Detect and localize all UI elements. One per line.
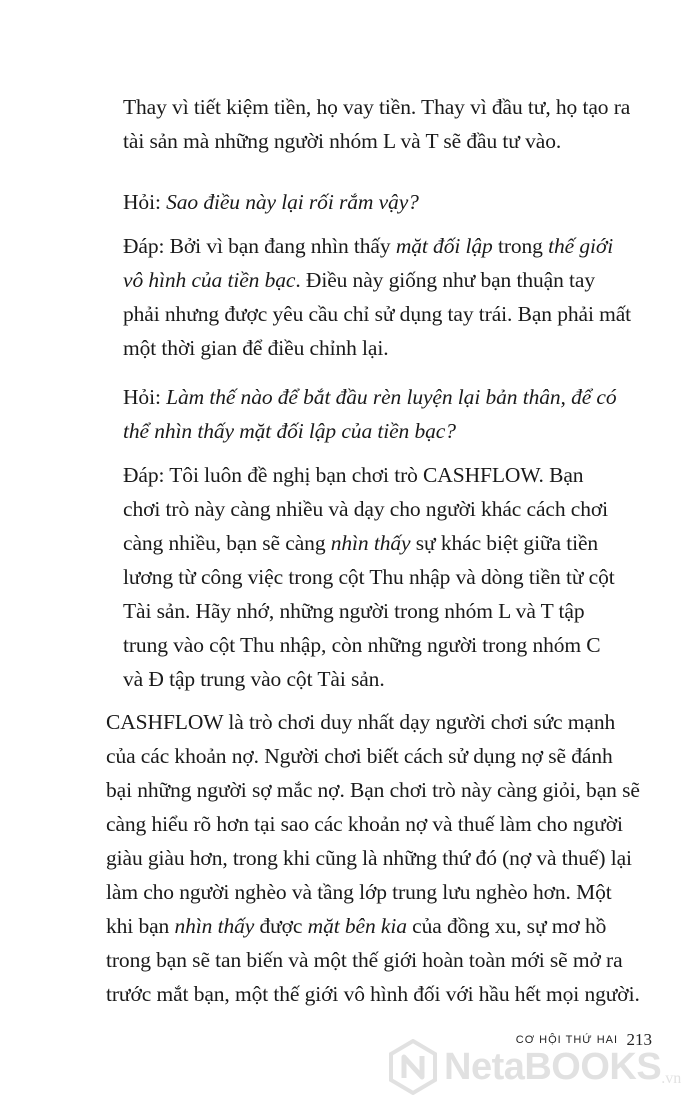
text-run: lương từ công việc trong cột Thu nhập và dòng tiền từ cột bbox=[123, 565, 615, 589]
answer-text bbox=[123, 458, 643, 696]
text-run: trung vào cột Thu nhập, còn những người trong nhóm C bbox=[123, 633, 601, 657]
text-run: được bbox=[254, 914, 308, 938]
text-run: sự khác biệt giữa tiền bbox=[410, 531, 599, 555]
text-line: tài sản mà những người nhóm L và T sẽ đầu tư vào. bbox=[123, 129, 562, 153]
question-label: Hỏi: bbox=[123, 385, 167, 409]
text-run: CASHFLOW là trò chơi duy nhất dạy người chơi sức mạnh bbox=[106, 710, 616, 734]
text-run: của các khoản nợ. Người chơi biết cách sử dụng nợ sẽ đánh bbox=[106, 744, 613, 768]
text-run: giàu giàu hơn, trong khi cũng là những thứ đó (nợ và thuế) lại bbox=[106, 846, 632, 870]
question-line bbox=[123, 414, 643, 448]
text-line: Thay vì tiết kiệm tiền, họ vay tiền. Thay vì đầu tư, họ tạo ra bbox=[123, 95, 631, 119]
text-line bbox=[106, 773, 651, 807]
text-run: bại những người sợ mắc nợ. Bạn chơi trò này càng giỏi, bạn sẽ bbox=[106, 778, 640, 802]
emphasis-text: mặt bên kia bbox=[307, 914, 407, 938]
text-line bbox=[106, 943, 651, 977]
intro-paragraph bbox=[123, 90, 643, 158]
text-run: phải nhưng được yêu cầu chỉ sử dụng tay trái. Bạn phải mất bbox=[123, 302, 632, 326]
text-line bbox=[123, 297, 643, 331]
text-run: của đồng xu, sự mơ hồ bbox=[406, 914, 607, 938]
text-line bbox=[123, 560, 643, 594]
text-run: càng nhiều, bạn sẽ càng bbox=[123, 531, 331, 555]
question-line bbox=[123, 380, 643, 414]
question-text: Làm thế nào để bắt đầu rèn luyện lại bản thân, để có bbox=[166, 385, 617, 409]
text-run: trong bạn sẽ tan biến và một thế giới hoàn toàn mới sẽ mở ra bbox=[106, 948, 623, 972]
text-line bbox=[106, 909, 651, 943]
neta-logo-icon bbox=[388, 1039, 438, 1095]
emphasis-text: nhìn thấy bbox=[330, 531, 411, 555]
text-run: chơi trò này càng nhiều và dạy cho người khác cách chơi bbox=[123, 497, 609, 521]
emphasis-text: nhìn thấy bbox=[174, 914, 255, 938]
text-line bbox=[123, 331, 643, 365]
page-number: 213 bbox=[626, 1030, 652, 1049]
text-line bbox=[123, 526, 643, 560]
question-text: Sao điều này lại rối rắm vậy? bbox=[166, 190, 419, 214]
text-line bbox=[123, 229, 643, 263]
text-line bbox=[106, 841, 651, 875]
text-line bbox=[123, 628, 643, 662]
text-line bbox=[106, 875, 651, 909]
text-line bbox=[123, 492, 643, 526]
text-run: trong bbox=[492, 234, 549, 258]
text-line bbox=[123, 458, 643, 492]
text-line bbox=[106, 705, 651, 739]
emphasis-text: thế giới bbox=[548, 234, 614, 258]
qa-block-2 bbox=[123, 380, 643, 696]
text-line bbox=[106, 977, 651, 1011]
text-line bbox=[123, 594, 643, 628]
answer-text bbox=[123, 229, 643, 365]
watermark-tld: .vn bbox=[661, 1070, 682, 1087]
emphasis-text: vô hình của tiền bạc bbox=[123, 268, 296, 292]
text-line bbox=[123, 662, 643, 696]
watermark-brand: NetaBOOKS bbox=[444, 1045, 662, 1088]
watermark bbox=[388, 1032, 700, 1102]
text-run: một thời gian để điều chỉnh lại. bbox=[123, 336, 389, 360]
emphasis-text: mặt đối lập bbox=[395, 234, 493, 258]
text-run: càng hiểu rõ hơn tại sao các khoản nợ và thuế làm cho người bbox=[106, 812, 623, 836]
question-line bbox=[123, 185, 643, 219]
chapter-title: CƠ HỘI THỨ HAI bbox=[515, 1034, 619, 1046]
text-run: Tài sản. Hãy nhớ, những người trong nhóm L và T tập bbox=[123, 599, 585, 623]
text-run: . Điều này giống như bạn thuận tay bbox=[295, 268, 595, 292]
text-run: và Đ tập trung vào cột Tài sản. bbox=[123, 667, 385, 691]
text-line bbox=[106, 739, 651, 773]
cashflow-paragraph bbox=[106, 705, 651, 1011]
text-run: khi bạn bbox=[106, 914, 175, 938]
text-run: trước mắt bạn, một thế giới vô hình đối với hầu hết mọi người. bbox=[106, 982, 640, 1006]
question-text: thể nhìn thấy mặt đối lập của tiền bạc? bbox=[123, 419, 456, 443]
text-run: Đáp: Tôi luôn đề nghị bạn chơi trò CASHFLOW. Bạn bbox=[123, 463, 584, 487]
qa-block-1 bbox=[123, 185, 643, 365]
text-line bbox=[106, 807, 651, 841]
text-run: Đáp: Bởi vì bạn đang nhìn thấy bbox=[123, 234, 396, 258]
text-run: làm cho người nghèo và tầng lớp trung lưu nghèo hơn. Một bbox=[106, 880, 612, 904]
text-line bbox=[123, 263, 643, 297]
question-label: Hỏi: bbox=[123, 190, 167, 214]
